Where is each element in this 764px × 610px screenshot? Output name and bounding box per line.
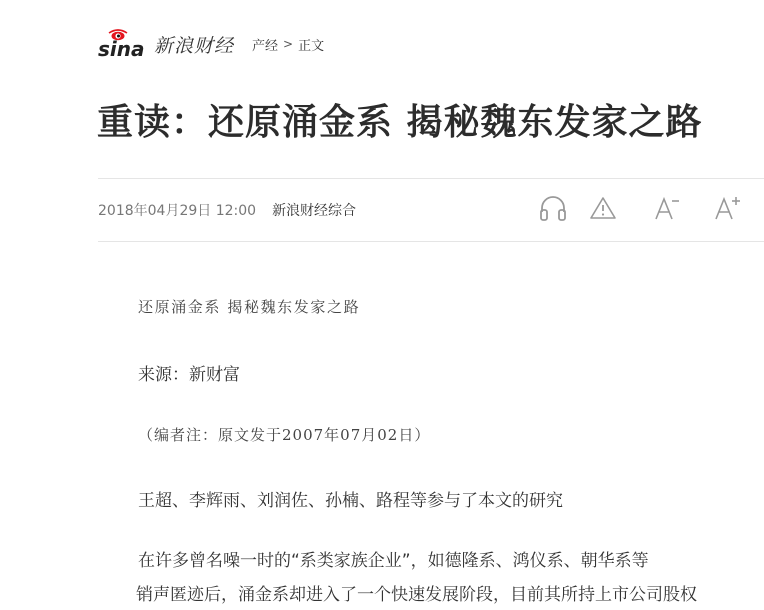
sina-wordmark: sina xyxy=(98,37,145,59)
breadcrumb-separator: > xyxy=(283,37,294,51)
article-origin: 来源：新财富 xyxy=(138,365,240,385)
listen-button[interactable] xyxy=(536,193,570,227)
article-meta xyxy=(98,200,356,220)
sina-finance-logo[interactable] xyxy=(98,29,234,59)
breadcrumb-channel-link[interactable]: 产经 xyxy=(252,38,279,54)
font-increase-icon xyxy=(713,195,741,225)
article-tools xyxy=(536,193,744,227)
font-increase-button[interactable] xyxy=(710,193,744,227)
font-decrease-icon xyxy=(653,195,681,225)
authors-paragraph: 王超、李辉雨、刘润佐、孙楠、路程等参与了本文的研究 xyxy=(138,491,563,511)
top-bar xyxy=(98,26,324,62)
logo-section-name: 新浪财经 xyxy=(154,34,235,57)
sina-logo-icon xyxy=(98,29,152,59)
breadcrumb-current: 正文 xyxy=(298,38,325,54)
warning-icon xyxy=(589,196,617,224)
article-summary: 还原涌金系 揭秘魏东发家之路 xyxy=(138,298,361,316)
divider-bottom xyxy=(98,241,764,242)
divider-top xyxy=(98,178,764,179)
report-button[interactable] xyxy=(586,193,620,227)
font-decrease-button[interactable] xyxy=(650,193,684,227)
article-title: 重读：还原涌金系 揭秘魏东发家之路 xyxy=(97,102,703,143)
publish-date: 2018年04月29日 12:00 xyxy=(98,203,257,219)
editor-note: （编者注：原文发于2007年07月02日） xyxy=(138,426,431,444)
body-paragraph-line-1: 在许多曾名噪一时的“系类家族企业”，如德隆系、鸿仪系、朝华系等 xyxy=(138,551,649,571)
body-paragraph-line-2: 销声匿迹后，涌金系却进入了一个快速发展阶段，目前其所持上市公司股权 xyxy=(136,585,697,605)
headphones-icon xyxy=(538,194,568,226)
breadcrumb xyxy=(252,35,324,54)
article-source-link[interactable]: 新浪财经综合 xyxy=(272,203,357,219)
